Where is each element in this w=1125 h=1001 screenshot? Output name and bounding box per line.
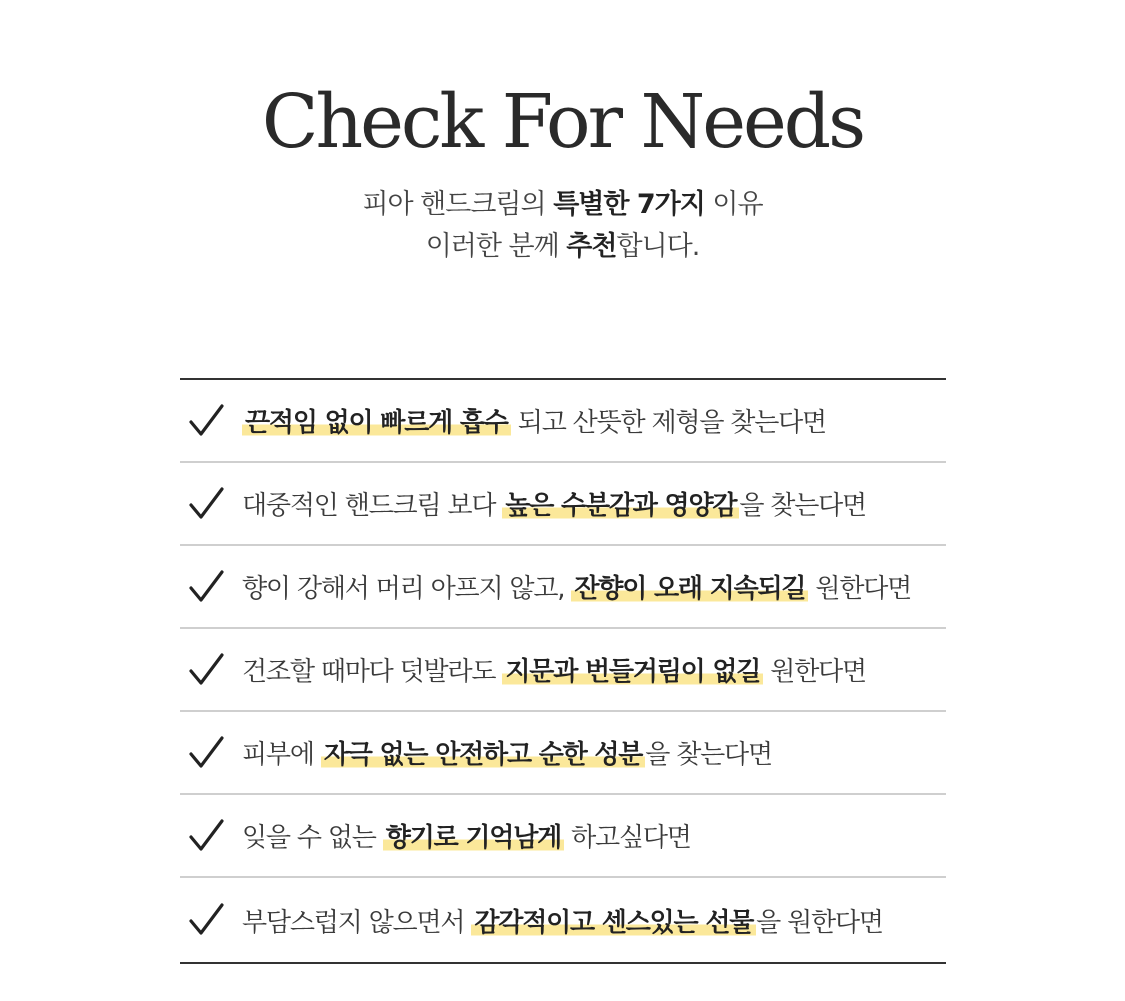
checklist-item — [180, 712, 946, 795]
checklist-item — [180, 878, 946, 962]
checklist-item — [180, 795, 946, 878]
checkmark-icon — [188, 486, 224, 522]
checklist-item — [180, 629, 946, 712]
subtitle-emphasis-2: 추천 — [566, 231, 617, 262]
checklist-item — [180, 463, 946, 546]
item-text: 건조할 때마다 덧발라도 지문과 번들거림이 없길 원한다면 — [242, 657, 866, 687]
needs-checklist — [180, 378, 946, 964]
checkmark-icon — [188, 569, 224, 605]
item-text: 향이 강해서 머리 아프지 않고, 잔향이 오래 지속되길 원한다면 — [242, 574, 912, 604]
item-highlight: 자극 없는 안전하고 순한 성분 — [321, 740, 645, 770]
item-text: 부담스럽지 않으면서 감각적이고 센스있는 선물 을 원한다면 — [242, 907, 883, 938]
page-title: Check For Needs — [261, 79, 864, 165]
item-text: 대중적인 핸드크림 보다 높은 수분감과 영양감 을 찾는다면 — [242, 491, 866, 521]
checklist-item — [180, 380, 946, 463]
checkmark-icon — [188, 818, 224, 854]
checklist-item — [180, 546, 946, 629]
item-highlight: 높은 수분감과 영양감 — [502, 491, 739, 521]
item-text: 잊을 수 없는 향기로 기억남게 하고싶다면 — [242, 823, 691, 853]
checkmark-icon — [188, 902, 224, 938]
item-highlight: 잔향이 오래 지속되길 — [571, 574, 808, 604]
checkmark-icon — [188, 652, 224, 688]
subtitle-line-1: 피아 핸드크림의 특별한 7가지 이유 — [362, 189, 763, 220]
item-highlight: 향기로 기억남게 — [383, 823, 564, 853]
checkmark-icon — [188, 403, 224, 439]
item-text: 끈적임 없이 빠르게 흡수 되고 산뜻한 제형을 찾는다면 — [242, 402, 826, 439]
item-highlight: 끈적임 없이 빠르게 흡수 — [242, 408, 511, 438]
checkmark-icon — [188, 735, 224, 771]
item-highlight: 지문과 번들거림이 없길 — [502, 657, 763, 687]
item-text: 피부에 자극 없는 안전하고 순한 성분 을 찾는다면 — [242, 740, 772, 770]
subtitle-emphasis-1: 특별한 7가지 — [553, 189, 705, 220]
item-highlight: 감각적이고 센스있는 선물 — [471, 908, 756, 938]
subtitle — [0, 184, 1125, 268]
subtitle-line-2: 이러한 분께 추천합니다. — [425, 231, 700, 262]
